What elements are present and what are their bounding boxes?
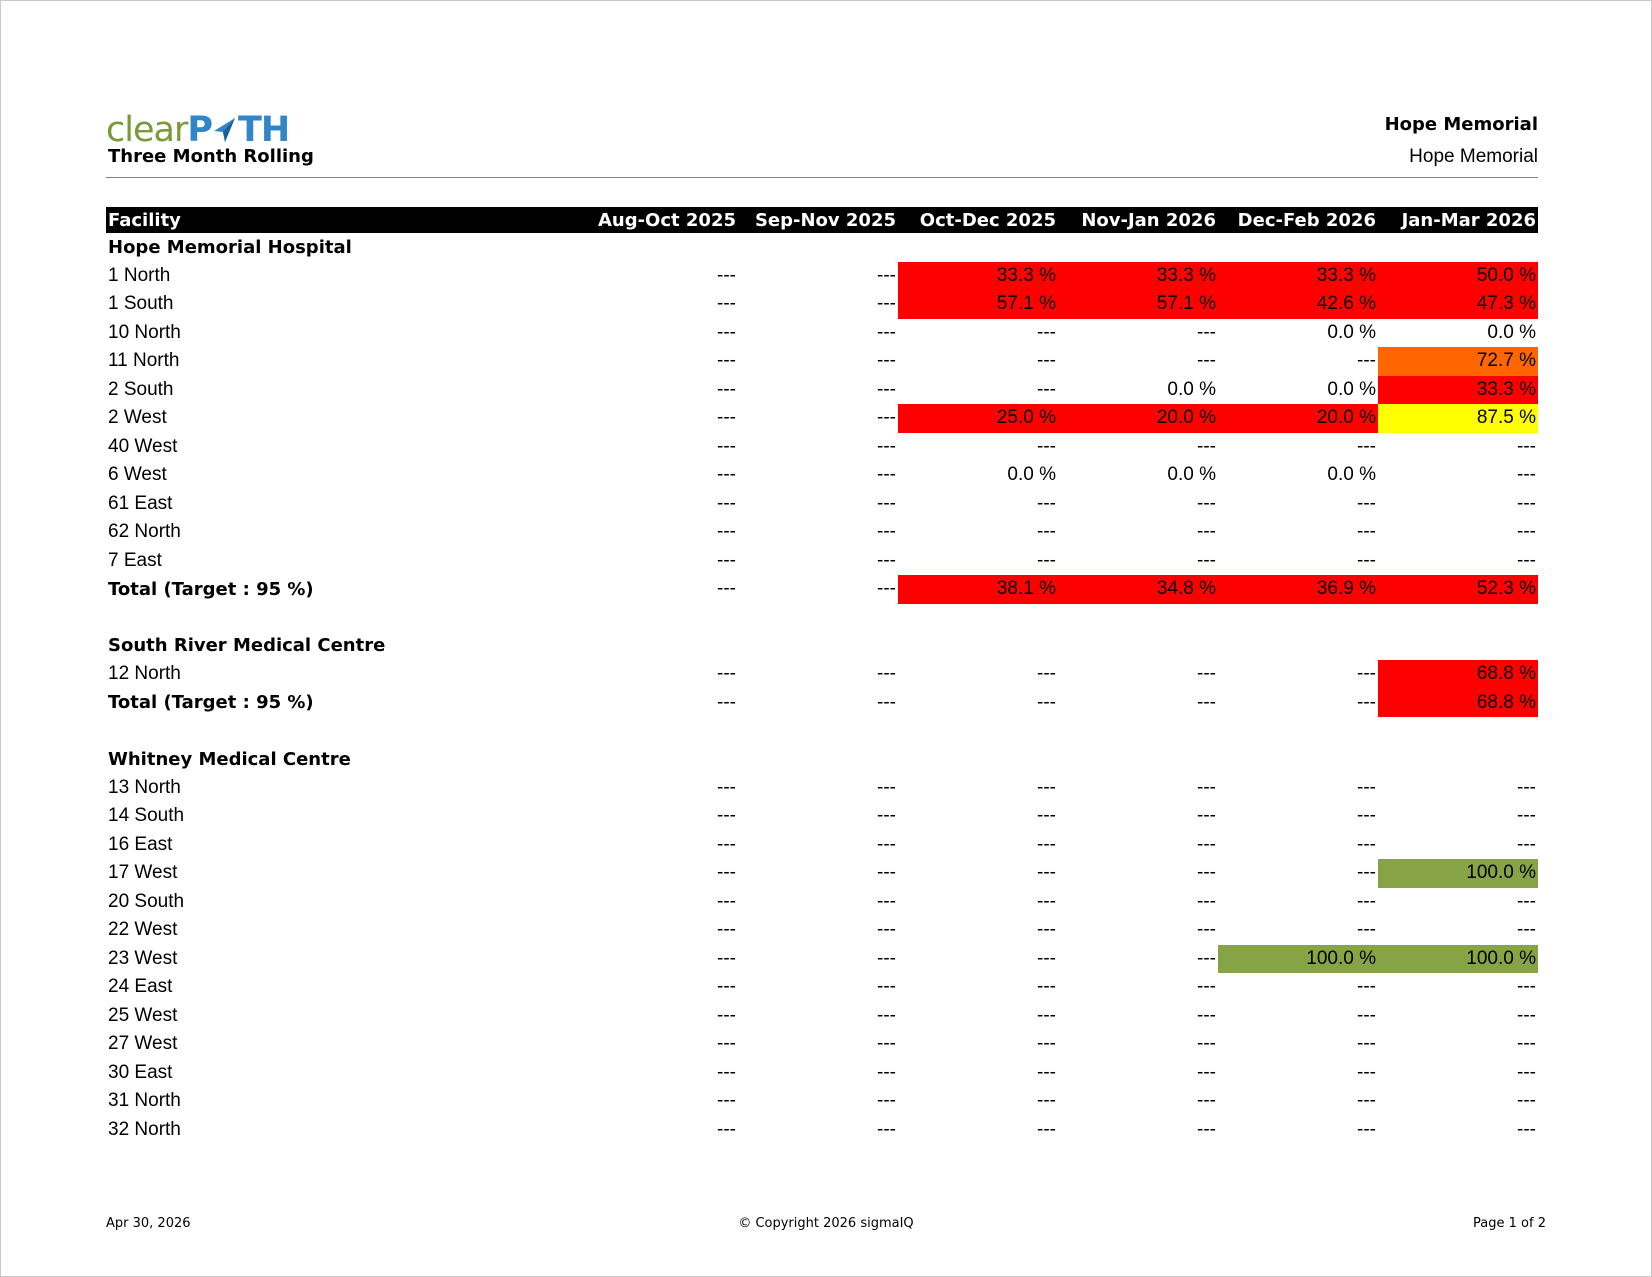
value-cell: --- [717,833,736,855]
value-cell: --- [1357,492,1376,514]
column-header-period: Sep-Nov 2025 [738,207,898,233]
value-cell: --- [1197,549,1216,571]
value-cell: --- [1197,1061,1216,1083]
value-cell: --- [1357,691,1376,713]
logo-text-p: P [187,110,212,150]
value-cell: --- [1357,663,1376,685]
value-cell: --- [717,407,736,429]
value-cell: 33.3 % [1378,376,1538,405]
column-header-period: Dec-Feb 2026 [1218,207,1378,233]
value-cell: --- [1517,776,1536,798]
table-row [106,319,1538,348]
value-cell: 42.6 % [1218,290,1378,319]
value-cell: --- [1517,805,1536,827]
value-cell: --- [1517,1118,1536,1140]
value-cell: --- [1357,350,1376,372]
value-cell: --- [1517,464,1536,486]
unit-name: 31 North [108,1090,181,1112]
value-cell: --- [1197,1118,1216,1140]
value-cell: --- [1357,1061,1376,1083]
unit-name: 24 East [108,976,173,998]
value-cell: --- [1197,492,1216,514]
value-cell: --- [1197,663,1216,685]
logo-text-clear: clear [106,110,188,150]
facility-scope: Hope Memorial [1409,146,1538,167]
value-cell: --- [1197,691,1216,713]
value-cell: --- [1197,947,1216,969]
value-cell: 0.0 % [1487,321,1536,343]
table-header-row [106,207,1538,233]
value-cell: --- [1197,919,1216,941]
value-cell: --- [1037,691,1056,713]
value-cell: --- [877,1090,896,1112]
value-cell: 0.0 % [1327,378,1376,400]
unit-name: 7 East [108,549,162,571]
value-cell: --- [1037,1033,1056,1055]
value-cell: 20.0 % [1058,404,1218,433]
value-cell: --- [717,1090,736,1112]
unit-name: 20 South [108,890,185,912]
value-cell: --- [717,578,736,600]
value-cell: --- [877,947,896,969]
value-cell: --- [717,378,736,400]
paper-plane-icon [213,117,237,143]
value-cell: --- [1517,1090,1536,1112]
table-row [106,490,1538,519]
column-header-period: Oct-Dec 2025 [898,207,1058,233]
value-cell: --- [1357,776,1376,798]
value-cell: --- [717,293,736,315]
footer-page-number: Page 1 of 2 [1473,1216,1546,1231]
value-cell: --- [1037,833,1056,855]
value-cell: --- [877,378,896,400]
value-cell: --- [1197,435,1216,457]
value-cell: --- [1037,805,1056,827]
value-cell: 47.3 % [1378,290,1538,319]
unit-name: 22 West [108,919,178,941]
value-cell: --- [1357,521,1376,543]
table-row [106,547,1538,576]
value-cell: --- [717,947,736,969]
unit-name: 30 East [108,1061,173,1083]
value-cell: --- [717,1061,736,1083]
value-cell: --- [1197,776,1216,798]
footer-date: Apr 30, 2026 [106,1216,191,1231]
table-row [106,802,1538,831]
unit-name: 14 South [108,805,185,827]
value-cell: --- [877,833,896,855]
value-cell: --- [1517,521,1536,543]
value-cell: --- [877,464,896,486]
unit-name: 23 West [108,947,178,969]
value-cell: --- [1197,350,1216,372]
table-row [106,518,1538,547]
value-cell: 25.0 % [898,404,1058,433]
value-cell: --- [1037,890,1056,912]
table-row [106,1002,1538,1031]
value-cell: --- [877,578,896,600]
value-cell: --- [1357,435,1376,457]
value-cell: --- [1517,492,1536,514]
value-cell: --- [717,919,736,941]
value-cell: --- [1037,862,1056,884]
value-cell: --- [1037,947,1056,969]
table-row [106,1030,1538,1059]
value-cell: --- [1037,663,1056,685]
value-cell: --- [717,464,736,486]
table-row [106,859,1538,888]
value-cell: 87.5 % [1378,404,1538,433]
value-cell: --- [717,1004,736,1026]
value-cell: --- [1197,1004,1216,1026]
value-cell: --- [1037,435,1056,457]
value-cell: --- [1197,1033,1216,1055]
table-row [106,1059,1538,1088]
value-cell: --- [717,805,736,827]
column-header-period: Aug-Oct 2025 [580,207,738,233]
value-cell: --- [717,350,736,372]
value-cell: 100.0 % [1378,945,1538,974]
value-cell: --- [877,264,896,286]
value-cell: --- [1197,805,1216,827]
value-cell: --- [1357,976,1376,998]
value-cell: --- [1037,776,1056,798]
value-cell: 33.3 % [1058,262,1218,291]
value-cell: --- [1197,521,1216,543]
value-cell: --- [877,1004,896,1026]
unit-name: 13 North [108,776,181,798]
value-cell: --- [717,890,736,912]
value-cell: --- [717,663,736,685]
value-cell: --- [877,350,896,372]
value-cell: 57.1 % [1058,290,1218,319]
table-row [106,290,1538,319]
table-row [106,461,1538,490]
table-row [106,916,1538,945]
value-cell: --- [1037,521,1056,543]
spacer-cell [106,717,1538,745]
total-row [106,689,1538,718]
value-cell: --- [877,435,896,457]
value-cell: --- [1517,1033,1536,1055]
unit-name: 32 North [108,1118,181,1140]
value-cell: 0.0 % [1327,464,1376,486]
unit-name: 6 West [108,464,167,486]
section-spacer [106,604,1538,632]
value-cell: --- [1357,862,1376,884]
value-cell: 34.8 % [1058,575,1218,604]
value-cell: --- [877,407,896,429]
value-cell: --- [1517,833,1536,855]
value-cell: --- [877,862,896,884]
total-label: Total (Target : 95 %) [108,578,314,600]
value-cell: 100.0 % [1378,859,1538,888]
section-header-row [106,233,1538,262]
value-cell: --- [1517,1061,1536,1083]
value-cell: --- [877,492,896,514]
value-cell: --- [877,805,896,827]
column-header-period: Nov-Jan 2026 [1058,207,1218,233]
unit-name: 1 North [108,264,171,286]
value-cell: --- [1357,805,1376,827]
total-row [106,575,1538,604]
value-cell: 38.1 % [898,575,1058,604]
value-cell: --- [717,492,736,514]
column-header-period: Jan-Mar 2026 [1378,207,1538,233]
value-cell: --- [1517,919,1536,941]
value-cell: 0.0 % [1167,464,1216,486]
value-cell: --- [1357,890,1376,912]
value-cell: --- [1037,350,1056,372]
unit-name: 2 West [108,407,167,429]
logo-text-th: TH [238,110,290,150]
value-cell: --- [877,549,896,571]
value-cell: --- [1197,833,1216,855]
value-cell: --- [1357,833,1376,855]
table-row [106,660,1538,689]
value-cell: --- [1517,549,1536,571]
table-row [106,262,1538,291]
table-row [106,1087,1538,1116]
value-cell: --- [717,521,736,543]
value-cell: --- [717,1118,736,1140]
value-cell: --- [1517,435,1536,457]
report-header [106,110,1538,176]
unit-name: 2 South [108,378,174,400]
value-cell: --- [1357,549,1376,571]
section-header-row [106,632,1538,661]
value-cell: --- [1197,890,1216,912]
spacer-cell [106,604,1538,632]
value-cell: --- [1357,1004,1376,1026]
value-cell: 52.3 % [1378,575,1538,604]
value-cell: --- [1517,890,1536,912]
value-cell: --- [877,293,896,315]
value-cell: 50.0 % [1378,262,1538,291]
value-cell: 0.0 % [1167,378,1216,400]
clearpath-logo [106,112,289,148]
value-cell: --- [717,776,736,798]
value-cell: --- [1357,919,1376,941]
value-cell: 0.0 % [1007,464,1056,486]
value-cell: 68.8 % [1378,660,1538,689]
value-cell: --- [717,862,736,884]
value-cell: 57.1 % [898,290,1058,319]
value-cell: --- [877,890,896,912]
unit-name: 25 West [108,1004,178,1026]
footer-copyright: © Copyright 2026 sigmaIQ [738,1216,914,1231]
organization-name: Hope Memorial [1384,114,1538,135]
header-divider [106,177,1538,178]
value-cell: --- [1517,1004,1536,1026]
value-cell: --- [1197,862,1216,884]
value-cell: --- [717,976,736,998]
unit-name: 16 East [108,833,173,855]
section-title: Hope Memorial Hospital [108,236,352,258]
value-cell: --- [1037,1118,1056,1140]
value-cell: --- [877,976,896,998]
table-row [106,945,1538,974]
value-cell: 36.9 % [1218,575,1378,604]
table-row [106,774,1538,803]
value-cell: --- [877,919,896,941]
total-label: Total (Target : 95 %) [108,692,314,714]
value-cell: 72.7 % [1378,347,1538,376]
value-cell: --- [717,549,736,571]
value-cell: --- [1357,1118,1376,1140]
value-cell: --- [717,1033,736,1055]
value-cell: 68.8 % [1378,689,1538,718]
value-cell: --- [1037,549,1056,571]
value-cell: --- [1197,1090,1216,1112]
table-row [106,347,1538,376]
value-cell: --- [1197,321,1216,343]
table-row [106,831,1538,860]
table-row [106,433,1538,462]
value-cell: --- [877,321,896,343]
value-cell: --- [1197,976,1216,998]
value-cell: --- [877,1061,896,1083]
value-cell: --- [717,435,736,457]
value-cell: 20.0 % [1218,404,1378,433]
value-cell: --- [1037,976,1056,998]
three-month-rolling-table [106,207,1538,1144]
value-cell: --- [1037,378,1056,400]
unit-name: 62 North [108,521,181,543]
value-cell: --- [1037,1090,1056,1112]
value-cell: 33.3 % [898,262,1058,291]
table-row [106,888,1538,917]
value-cell: --- [1357,1090,1376,1112]
value-cell: 33.3 % [1218,262,1378,291]
value-cell: --- [877,1033,896,1055]
value-cell: --- [877,521,896,543]
value-cell: --- [717,321,736,343]
unit-name: 10 North [108,321,181,343]
section-header-row [106,745,1538,774]
value-cell: --- [717,691,736,713]
value-cell: 0.0 % [1327,321,1376,343]
unit-name: 11 North [108,350,180,372]
value-cell: --- [877,663,896,685]
value-cell: --- [877,691,896,713]
table-body [106,233,1538,1144]
value-cell: --- [877,1118,896,1140]
value-cell: --- [1037,492,1056,514]
report-subtitle: Three Month Rolling [108,146,314,167]
unit-name: 27 West [108,1033,178,1055]
section-title: Whitney Medical Centre [108,748,351,770]
value-cell: --- [877,776,896,798]
table-row [106,404,1538,433]
unit-name: 61 East [108,492,173,514]
table-row [106,973,1538,1002]
unit-name: 12 North [108,663,181,685]
unit-name: 40 West [108,435,178,457]
column-header-facility: Facility [106,207,580,233]
value-cell: --- [717,264,736,286]
unit-name: 1 South [108,293,174,315]
section-spacer [106,717,1538,745]
unit-name: 17 West [108,862,178,884]
value-cell: --- [1037,1004,1056,1026]
value-cell: --- [1037,1061,1056,1083]
value-cell: 100.0 % [1218,945,1378,974]
value-cell: --- [1037,321,1056,343]
section-title: South River Medical Centre [108,635,386,657]
table-row [106,1116,1538,1145]
value-cell: --- [1517,976,1536,998]
value-cell: --- [1037,919,1056,941]
value-cell: --- [1357,1033,1376,1055]
table-row [106,376,1538,405]
